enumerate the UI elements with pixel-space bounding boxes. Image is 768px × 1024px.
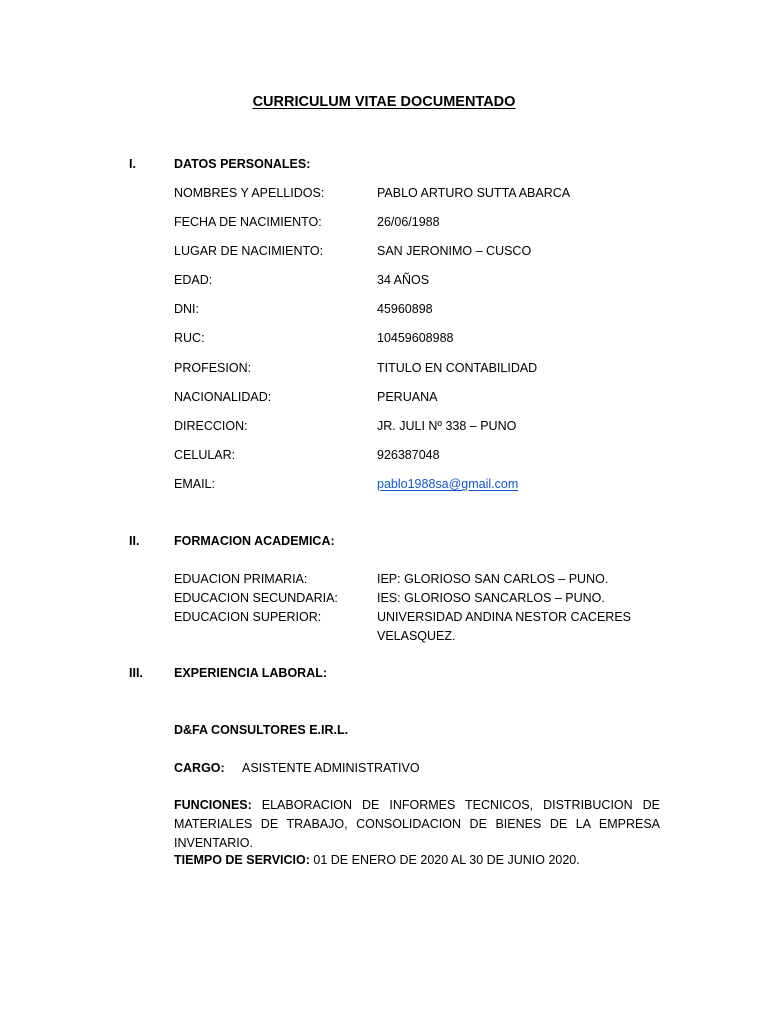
section-1-title: DATOS PERSONALES: xyxy=(174,157,311,171)
personal-label-address: DIRECCION: xyxy=(174,419,248,433)
personal-label-nationality: NACIONALIDAD: xyxy=(174,390,272,404)
education-value-higher: UNIVERSIDAD ANDINA NESTOR CACERES xyxy=(377,610,631,624)
tiempo-value: 01 DE ENERO DE 2020 AL 30 DE JUNIO 2020. xyxy=(313,853,580,867)
personal-label-dni: DNI: xyxy=(174,302,199,316)
document-title: CURRICULUM VITAE DOCUMENTADO xyxy=(252,94,516,110)
funciones-value: ELABORACION DE INFORMES TECNICOS, DISTRIBUCION DE MATERIALES DE TRABAJO, CONSOLIDACION DE BIENES DE LA EMPRESA INVENTARIO. xyxy=(174,798,660,850)
section-3-title: EXPERIENCIA LABORAL: xyxy=(174,666,328,680)
section-3-number: III. xyxy=(129,666,143,680)
tiempo-label: TIEMPO DE SERVICIO: xyxy=(174,853,310,867)
personal-label-email: EMAIL: xyxy=(174,477,215,491)
personal-value-address: JR. JULI Nº 338 – PUNO xyxy=(377,419,517,433)
funciones-paragraph xyxy=(174,796,660,853)
personal-label-age: EDAD: xyxy=(174,273,213,287)
education-label-secondary: EDUCACION SECUNDARIA: xyxy=(174,591,338,605)
tiempo-line xyxy=(174,853,580,868)
personal-value-nationality: PERUANA xyxy=(377,390,438,404)
personal-value-phone: 926387048 xyxy=(377,448,440,462)
personal-value-ruc: 10459608988 xyxy=(377,331,454,345)
section-2-title: FORMACION ACADEMICA: xyxy=(174,534,335,548)
personal-label-birthdate: FECHA DE NACIMIENTO: xyxy=(174,215,322,229)
personal-label-profession: PROFESION: xyxy=(174,361,252,375)
personal-value-dni: 45960898 xyxy=(377,302,433,316)
education-value-secondary: IES: GLORIOSO SANCARLOS – PUNO. xyxy=(377,591,605,605)
personal-label-birthplace: LUGAR DE NACIMIENTO: xyxy=(174,244,324,258)
cargo-value: ASISTENTE ADMINISTRATIVO xyxy=(242,761,420,775)
section-2-number: II. xyxy=(129,534,140,548)
education-value-higher-line2: VELASQUEZ. xyxy=(377,629,456,643)
cargo-label: CARGO: xyxy=(174,761,225,775)
personal-value-birthplace: SAN JERONIMO – CUSCO xyxy=(377,244,532,258)
email-link[interactable]: pablo1988sa@gmail.com xyxy=(377,477,519,491)
education-label-higher: EDUCACION SUPERIOR: xyxy=(174,610,322,624)
personal-value-profession: TITULO EN CONTABILIDAD xyxy=(377,361,538,375)
personal-value-birthdate: 26/06/1988 xyxy=(377,215,440,229)
personal-label-phone: CELULAR: xyxy=(174,448,236,462)
personal-value-age: 34 AÑOS xyxy=(377,273,430,287)
personal-label-ruc: RUC: xyxy=(174,331,205,345)
personal-label-name: NOMBRES Y APELLIDOS: xyxy=(174,186,325,200)
funciones-label: FUNCIONES: xyxy=(174,798,252,812)
education-label-primary: EDUACION PRIMARIA: xyxy=(174,572,308,586)
section-1-number: I. xyxy=(129,157,136,171)
company-name: D&FA CONSULTORES E.IR.L. xyxy=(174,723,349,737)
education-value-primary: IEP: GLORIOSO SAN CARLOS – PUNO. xyxy=(377,572,609,586)
personal-value-name: PABLO ARTURO SUTTA ABARCA xyxy=(377,186,571,200)
